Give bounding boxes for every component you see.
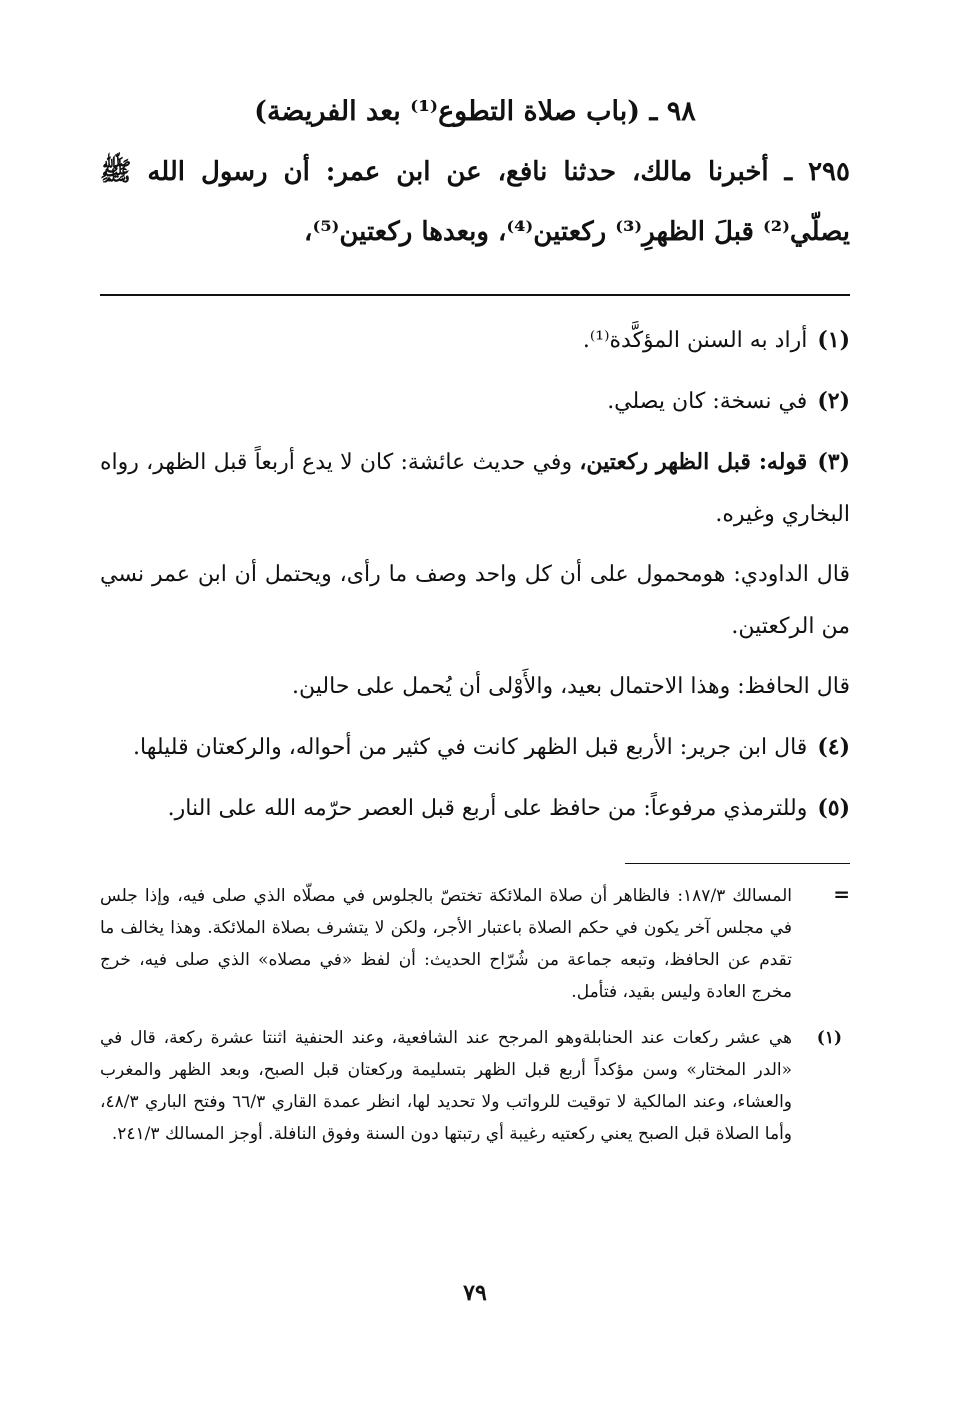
hadith-text: ٢٩٥ ـ أخبرنا مالك، حدثنا نافع، عن ابن عمر: أن رسول الله ﷺ يصلّي⁽²⁾ قبلَ الظهرِ⁽³⁾ ركعتين⁽⁴⁾، وبعدها ركعتين⁽⁵⁾، (100, 157, 850, 247)
footnote-number: (١) (817, 327, 850, 353)
footnote-number: (٤) (817, 734, 850, 760)
subnote (100, 1022, 842, 1150)
subnote-divider (625, 863, 850, 864)
footnotes-list (100, 314, 850, 835)
subnotes-section (100, 880, 850, 1150)
subnote-number: (١) (816, 1028, 842, 1048)
footnote-paragraph (100, 661, 850, 713)
continuation-marker: = (833, 882, 850, 906)
footnote-text: في نسخة: كان يصلي. (607, 389, 808, 414)
footnote-text: أراد به السنن المؤكَّدة⁽¹⁾. (582, 328, 808, 353)
page-number: ٧٩ (463, 1280, 487, 1306)
book-page (100, 90, 850, 1370)
footnote (100, 375, 850, 428)
footnote-text: وفي حديث عائشة: كان لا يدع أربعاً قبل الظهر، رواه البخاري وغيره. (100, 450, 850, 527)
footnote (100, 721, 850, 774)
footnote-text: قال ابن جرير: الأربع قبل الظهر كانت في كثير من أحواله، والركعتان قليلها. (133, 735, 808, 760)
footnote-text: قال الحافظ: وهذا الاحتمال بعيد، والأَوْلى أن يُحمل على حالين. (292, 674, 850, 699)
footnote-paragraph (100, 549, 850, 653)
subnote-text: هي عشر ركعات عند الحنابلةوهو المرجح عند الشافعية، وعند الحنفية اثنتا عشرة ركعة، قال في «الدر المختار» وسن مؤكداً أربع قبل الظهر بتسليمة وركعتان قبل الصبح، وبعد الظهر والمغرب والعشاء، وعند المالكية لا توقيت للرواتب ولا تحديد لها، انظر عمدة القاري ٦٦/٣ وفتح الباري ٤٨/٣، وأما الصلاة قبل الصبح يعني ركعتيه رغيبة أي رتبتها دون السنة وفوق النافلة. أوجز المسالك ٢٤١/٣. (100, 1028, 792, 1144)
footnote-bold-text: قوله: قبل الظهر ركعتين، (579, 449, 808, 475)
footnote (100, 314, 850, 367)
subnote-continuation: المسالك ١٨٧/٣: فالظاهر أن صلاة الملائكة تختصّ بالجلوس في مصلّاه الذي صلى فيه، وإذا جلس في مجلس آخر يكون في حكم الصلاة باعتبار الأجر، ولكن لا يتشرف بصلاة الملائكة. وهذا يخالف ما تقدم عن الحافظ، وتبعه جماعة من شُرّاح الحديث: أن لفظ «في مصلاه» الذي صلى فيه، خرج مخرج العادة وليس بقيد، فتأمل. (100, 886, 792, 1002)
footnote-number: (٣) (817, 449, 850, 475)
footnote (100, 436, 850, 541)
footnote-text: قال الداودي: هومحمول على أن كل واحد وصف ما رأى، ويحتمل أن ابن عمر نسي من الركعتين. (100, 562, 850, 639)
footnote-divider (100, 294, 850, 296)
footnote-number: (٢) (817, 388, 850, 414)
footnote-text: وللترمذي مرفوعاً: من حافظ على أربع قبل العصر حرّمه الله على النار. (167, 796, 808, 821)
footnote-number: (٥) (817, 795, 850, 821)
chapter-title: ٩٨ ـ (باب صلاة التطوع⁽¹⁾ بعد الفريضة) (254, 96, 696, 127)
footnote (100, 782, 850, 835)
